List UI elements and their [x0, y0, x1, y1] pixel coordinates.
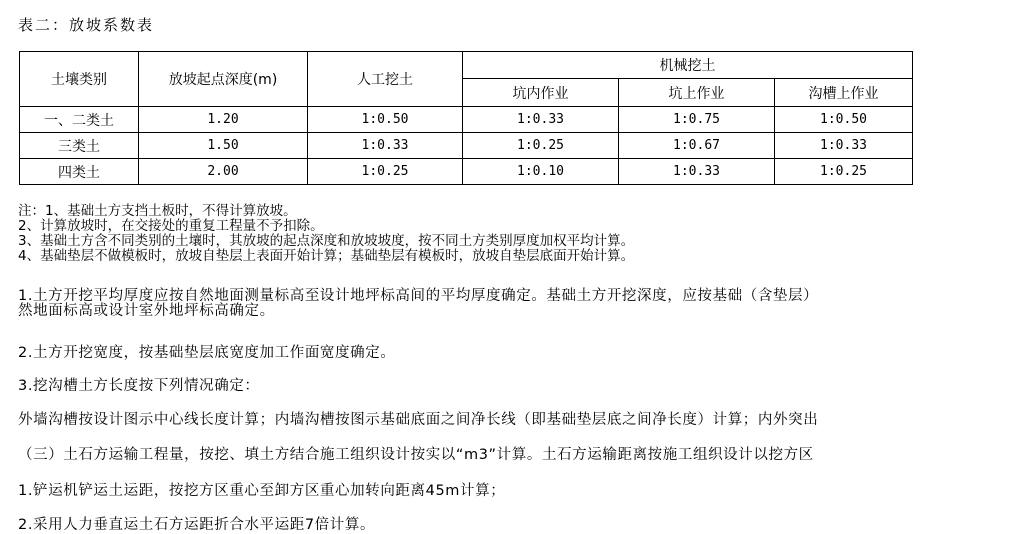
table-header-row [20, 52, 913, 79]
header-depth: 放坡起点深度(m) [139, 52, 308, 107]
note-item: 4、基础垫层不做模板时，放坡自垫层上表面开始计算；基础垫层有模板时，放坡自垫层底面开始计算。 [18, 248, 635, 264]
table-row [20, 159, 913, 185]
cell-trench-top: 1:0.50 [775, 107, 913, 133]
cell-trench-top: 1:0.25 [775, 159, 913, 185]
cell-trench-top: 1:0.33 [775, 133, 913, 159]
header-pit-inside: 坑内作业 [463, 79, 619, 107]
cell-pit-inside: 1:0.33 [463, 107, 619, 133]
cell-soil: 三类土 [20, 133, 139, 159]
cell-pit-top: 1:0.75 [619, 107, 775, 133]
cell-soil: 一、二类土 [20, 107, 139, 133]
table-row [20, 133, 913, 159]
cell-pit-top: 1:0.67 [619, 133, 775, 159]
table-notes [18, 204, 634, 264]
note-item: 注：1、基础土方支挡土板时，不得计算放坡。 [18, 203, 297, 219]
paragraph-transport: （三）土石方运输工程量，按挖、填土方结合施工组织设计按实以“m3”计算。土石方运输距离按施工组织设计以挖方区 [18, 447, 814, 463]
paragraph-manual-vertical: 2.采用人力垂直运土石方运距折合水平运距7倍计算。 [18, 517, 376, 533]
cell-soil: 四类土 [20, 159, 139, 185]
header-manual: 人工挖土 [308, 52, 463, 107]
paragraph-wall-trench: 外墙沟槽按设计图示中心线长度计算；内墙沟槽按图示基础底面之间净长线（即基础垫层底之间净长度）计算；内外突出 [18, 412, 819, 428]
paragraph-excavation-thickness [18, 288, 818, 319]
paragraph-excavation-width: 2.土方开挖宽度，按基础垫层底宽度加工作面宽度确定。 [18, 345, 396, 361]
cell-manual: 1:0.33 [308, 133, 463, 159]
cell-depth: 1.20 [139, 107, 308, 133]
cell-depth: 2.00 [139, 159, 308, 185]
slope-coefficient-table [19, 51, 913, 185]
paragraph-trench-length: 3.挖沟槽土方长度按下列情况确定： [18, 378, 260, 394]
cell-depth: 1.50 [139, 133, 308, 159]
paragraph-line: 1.土方开挖平均厚度应按自然地面测量标高至设计地坪标高间的平均厚度确定。基础土方开挖深度，应按基础（含垫层） [18, 288, 819, 304]
header-trench-top: 沟槽上作业 [775, 79, 913, 107]
table-title: 表二：放坡系数表 [18, 16, 155, 34]
header-soil-type: 土壤类别 [20, 52, 139, 107]
cell-pit-inside: 1:0.10 [463, 159, 619, 185]
note-item: 3、基础土方含不同类别的土壤时，其放坡的起点深度和放坡坡度，按不同土方类别厚度加权平均计算。 [18, 233, 635, 249]
header-pit-top: 坑上作业 [619, 79, 775, 107]
paragraph-scraper-distance: 1.铲运机铲运土运距，按挖方区重心至卸方区重心加转向距离45m计算； [18, 483, 506, 499]
table-row [20, 107, 913, 133]
cell-pit-inside: 1:0.25 [463, 133, 619, 159]
cell-manual: 1:0.50 [308, 107, 463, 133]
header-machine: 机械挖土 [463, 52, 913, 79]
note-item: 2、计算放坡时，在交接处的重复工程量不予扣除。 [18, 218, 324, 234]
cell-manual: 1:0.25 [308, 159, 463, 185]
cell-pit-top: 1:0.33 [619, 159, 775, 185]
paragraph-line: 然地面标高或设计室外地坪标高确定。 [18, 303, 275, 319]
